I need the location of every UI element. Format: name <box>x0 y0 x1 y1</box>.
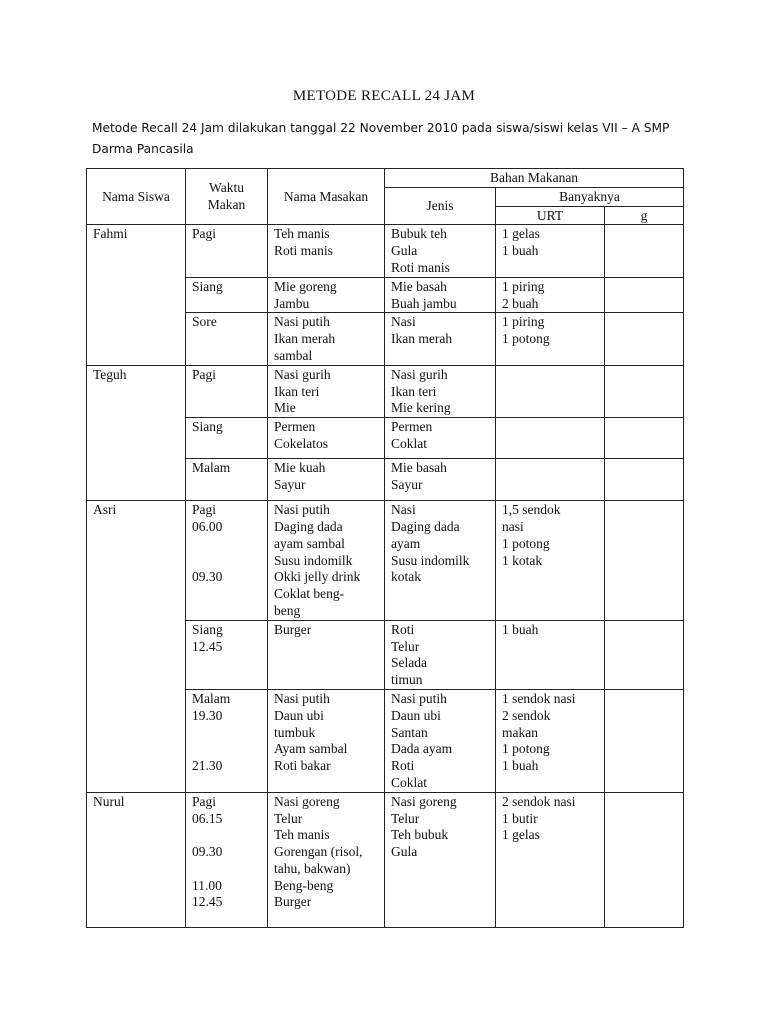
meal-time-cell-line <box>192 827 261 844</box>
meal-time-cell-line: 06.00 <box>192 518 223 534</box>
student-name-cell: Nurul <box>87 792 186 927</box>
gram-amount-cell <box>605 365 684 417</box>
dish-name-cell-line: Cokelatos <box>274 435 328 451</box>
dish-name-cell-line: Nasi goreng <box>274 793 340 809</box>
ingredient-type-cell <box>385 365 496 417</box>
header-g: g <box>605 206 684 225</box>
meal-time-cell-line <box>192 536 261 553</box>
ingredient-type-cell-line: Mie kering <box>391 400 451 416</box>
meal-time-cell <box>186 277 268 313</box>
header-nama-masakan: Nama Masakan <box>268 169 385 225</box>
meal-time-cell <box>186 501 268 621</box>
urt-amount-cell <box>496 418 605 459</box>
dish-name-cell-line: Roti bakar <box>274 758 331 774</box>
ingredient-type-cell-line: Permen <box>391 419 433 435</box>
dish-name-cell-line: Mie <box>274 400 296 416</box>
dish-name-cell-line: Teh manis <box>274 226 330 242</box>
meal-time-cell-line <box>192 861 261 878</box>
meal-time-cell-line: Pagi <box>192 226 217 242</box>
meal-time-cell-line: 11.00 <box>192 877 222 893</box>
dish-name-cell-line: Okki jelly drink <box>274 569 361 585</box>
dish-name-cell-line: Burger <box>274 621 312 637</box>
dish-name-cell-line: sambal <box>274 347 313 363</box>
ingredient-type-cell-line: Nasi gurih <box>391 366 448 382</box>
dish-name-cell-line: Ikan teri <box>274 383 320 399</box>
ingredient-type-cell <box>385 501 496 621</box>
gram-amount-cell <box>605 620 684 689</box>
ingredient-type-cell-line: Roti <box>391 621 415 637</box>
dish-name-cell-line: Mie kuah <box>274 460 326 476</box>
dish-name-cell <box>268 365 385 417</box>
urt-amount-cell-line: 1 potong <box>502 535 550 551</box>
dish-name-cell <box>268 689 385 792</box>
gram-amount-cell <box>605 225 684 277</box>
dish-name-cell-line: Gorengan (risol, <box>274 844 363 860</box>
header-nama-siswa: Nama Siswa <box>87 169 186 225</box>
dish-name-cell-line: Daging dada <box>274 518 343 534</box>
dish-name-cell <box>268 418 385 459</box>
meal-time-cell-line: Sore <box>192 314 217 330</box>
meal-time-cell-line: Pagi <box>192 793 217 809</box>
student-name-cell: Fahmi <box>87 225 186 365</box>
urt-amount-cell <box>496 277 605 313</box>
ingredient-type-cell-line: Gula <box>391 243 418 259</box>
dish-name-cell-line: Nasi putih <box>274 502 330 518</box>
meal-time-cell <box>186 365 268 417</box>
dish-name-cell-line: Sayur <box>274 476 306 492</box>
ingredient-type-cell-line: Roti manis <box>391 259 450 275</box>
meal-time-cell-line <box>192 741 261 758</box>
urt-amount-cell-line: makan <box>502 724 538 740</box>
meal-time-cell-line: Siang <box>192 621 223 637</box>
urt-amount-cell-line: 1 gelas <box>502 827 540 843</box>
table-row <box>87 365 684 417</box>
ingredient-type-cell <box>385 313 496 365</box>
urt-amount-cell-line: 2 sendok <box>502 707 551 723</box>
ingredient-type-cell-line: Daun ubi <box>391 707 441 723</box>
ingredient-type-cell-line: Sayur <box>391 476 423 492</box>
dish-name-cell <box>268 277 385 313</box>
meal-time-cell <box>186 792 268 927</box>
ingredient-type-cell-line: Santan <box>391 724 428 740</box>
ingredient-type-cell-line: Susu indomilk <box>391 552 470 568</box>
ingredient-type-cell-line: Coklat <box>391 435 427 451</box>
ingredient-type-cell-line: Ikan merah <box>391 331 453 347</box>
meal-time-cell <box>186 225 268 277</box>
meal-time-cell-line <box>192 553 261 570</box>
ingredient-type-cell-line: Bubuk teh <box>391 226 447 242</box>
ingredient-type-cell-line: Teh bubuk <box>391 827 449 843</box>
meal-time-cell-line: Siang <box>192 278 223 294</box>
meal-time-cell-line: Pagi <box>192 502 217 518</box>
urt-amount-cell-line: 1 kotak <box>502 552 543 568</box>
dish-name-cell-line: Mie goreng <box>274 278 337 294</box>
dish-name-cell-line: Susu indomilk <box>274 552 353 568</box>
table-row <box>87 792 684 927</box>
urt-amount-cell <box>496 459 605 501</box>
urt-amount-cell-line: 2 sendok nasi <box>502 793 576 809</box>
meal-time-cell <box>186 313 268 365</box>
urt-amount-cell <box>496 620 605 689</box>
dish-name-cell-line: Permen <box>274 419 316 435</box>
urt-amount-cell <box>496 225 605 277</box>
header-bahan-makanan: Bahan Makanan <box>385 169 684 188</box>
header-banyaknya: Banyaknya <box>496 187 684 206</box>
meal-time-cell <box>186 689 268 792</box>
gram-amount-cell <box>605 501 684 621</box>
urt-amount-cell <box>496 501 605 621</box>
header-urt: URT <box>496 206 605 225</box>
meal-time-cell-line: Malam <box>192 690 231 706</box>
table-row <box>87 225 684 277</box>
meal-time-cell <box>186 459 268 501</box>
gram-amount-cell <box>605 792 684 927</box>
dish-name-cell-line: tahu, bakwan) <box>274 860 351 876</box>
ingredient-type-cell-line: Selada <box>391 655 427 671</box>
dish-name-cell-line: Roti manis <box>274 243 333 259</box>
header-waktu-line1: Waktu <box>209 180 244 196</box>
ingredient-type-cell-line: Nasi putih <box>391 690 447 706</box>
ingredient-type-cell-line: ayam <box>391 535 421 551</box>
gram-amount-cell <box>605 277 684 313</box>
meal-time-cell-line <box>192 725 261 742</box>
table-body <box>87 225 684 927</box>
document-title: METODE RECALL 24 JAM <box>292 88 476 104</box>
meal-time-cell-line: 12.45 <box>192 894 223 910</box>
gram-amount-cell <box>605 689 684 792</box>
dish-name-cell-line: tumbuk <box>274 724 316 740</box>
ingredient-type-cell <box>385 792 496 927</box>
table-header <box>87 169 684 225</box>
dish-name-cell-line: Nasi gurih <box>274 366 331 382</box>
urt-amount-cell <box>496 689 605 792</box>
ingredient-type-cell-line: Coklat <box>391 774 427 790</box>
dish-name-cell-line: Daun ubi <box>274 707 324 723</box>
dish-name-cell <box>268 313 385 365</box>
ingredient-type-cell-line: Buah jambu <box>391 295 457 311</box>
ingredient-type-cell-line: kotak <box>391 569 421 585</box>
recall-table <box>86 168 684 928</box>
urt-amount-cell-line: 1 piring <box>502 314 545 330</box>
dish-name-cell <box>268 459 385 501</box>
dish-name-cell <box>268 620 385 689</box>
ingredient-type-cell-line: Mie basah <box>391 278 447 294</box>
urt-amount-cell-line: 1 buah <box>502 758 539 774</box>
dish-name-cell-line: beng <box>274 602 301 618</box>
dish-name-cell-line: Coklat beng- <box>274 586 345 602</box>
meal-time-cell-line: Siang <box>192 419 223 435</box>
meal-time-cell-line: 21.30 <box>192 758 223 774</box>
gram-amount-cell <box>605 313 684 365</box>
ingredient-type-cell <box>385 620 496 689</box>
ingredient-type-cell-line: Telur <box>391 638 420 654</box>
dish-name-cell <box>268 225 385 277</box>
urt-amount-cell <box>496 365 605 417</box>
dish-name-cell-line: ayam sambal <box>274 535 345 551</box>
urt-amount-cell-line: 2 buah <box>502 295 539 311</box>
header-waktu-makan <box>186 169 268 225</box>
urt-amount-cell <box>496 792 605 927</box>
ingredient-type-cell-line: Daging dada <box>391 518 460 534</box>
urt-amount-cell-line: nasi <box>502 518 524 534</box>
ingredient-type-cell-line: Ikan teri <box>391 383 437 399</box>
urt-amount-cell-line: 1 butir <box>502 810 538 826</box>
meal-time-cell-line: 12.45 <box>192 638 223 654</box>
ingredient-type-cell-line: Dada ayam <box>391 741 453 757</box>
student-name-cell: Teguh <box>87 365 186 500</box>
dish-name-cell-line: Teh manis <box>274 827 330 843</box>
urt-amount-cell-line: 1 gelas <box>502 226 540 242</box>
ingredient-type-cell-line: Nasi goreng <box>391 793 457 809</box>
header-jenis: Jenis <box>385 187 496 225</box>
table-row <box>87 501 684 621</box>
dish-name-cell-line: Telur <box>274 810 303 826</box>
ingredient-type-cell-line: Nasi <box>391 502 416 518</box>
ingredient-type-cell <box>385 418 496 459</box>
ingredient-type-cell-line: Nasi <box>391 314 416 330</box>
meal-time-cell-line: 06.15 <box>192 810 223 826</box>
urt-amount-cell-line: 1 potong <box>502 741 550 757</box>
meal-time-cell-line: Pagi <box>192 366 217 382</box>
dish-name-cell-line: Nasi putih <box>274 690 330 706</box>
ingredient-type-cell-line: Telur <box>391 810 420 826</box>
urt-amount-cell-line: 1,5 sendok <box>502 502 561 518</box>
meal-time-cell-line: 19.30 <box>192 707 223 723</box>
gram-amount-cell <box>605 459 684 501</box>
dish-name-cell-line: Ikan merah <box>274 331 336 347</box>
header-waktu-line2: Makan <box>207 197 246 213</box>
ingredient-type-cell-line: timun <box>391 672 423 688</box>
meal-time-cell-line: Malam <box>192 460 231 476</box>
intro-paragraph: Metode Recall 24 Jam dilakukan tanggal 22 November 2010 pada siswa/siswi kelas VII – A SMP Darma Pancasila <box>92 121 670 156</box>
urt-amount-cell-line: 1 piring <box>502 278 545 294</box>
meal-time-cell-line: 09.30 <box>192 844 223 860</box>
urt-amount-cell-line: 1 buah <box>502 243 539 259</box>
dish-name-cell-line: Burger <box>274 894 312 910</box>
dish-name-cell <box>268 501 385 621</box>
dish-name-cell-line: Beng-beng <box>274 877 334 893</box>
ingredient-type-cell-line: Roti <box>391 758 415 774</box>
dish-name-cell-line: Ayam sambal <box>274 741 348 757</box>
meal-time-cell <box>186 418 268 459</box>
ingredient-type-cell-line: Mie basah <box>391 460 447 476</box>
dish-name-cell <box>268 792 385 927</box>
dish-name-cell-line: Jambu <box>274 295 310 311</box>
student-name-cell: Asri <box>87 501 186 793</box>
ingredient-type-cell <box>385 277 496 313</box>
gram-amount-cell <box>605 418 684 459</box>
meal-time-cell <box>186 620 268 689</box>
urt-amount-cell-line: 1 sendok nasi <box>502 690 576 706</box>
ingredient-type-cell-line: Gula <box>391 844 418 860</box>
ingredient-type-cell <box>385 225 496 277</box>
ingredient-type-cell <box>385 459 496 501</box>
dish-name-cell-line: Nasi putih <box>274 314 330 330</box>
urt-amount-cell <box>496 313 605 365</box>
urt-amount-cell-line: 1 buah <box>502 621 539 637</box>
urt-amount-cell-line: 1 potong <box>502 331 550 347</box>
meal-time-cell-line: 09.30 <box>192 569 223 585</box>
ingredient-type-cell <box>385 689 496 792</box>
